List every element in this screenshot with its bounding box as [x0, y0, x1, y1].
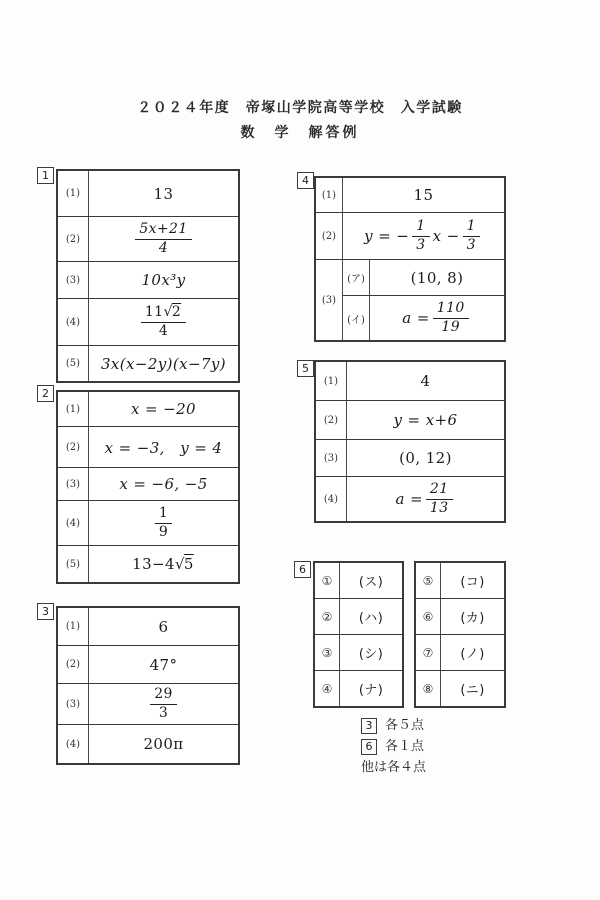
table-row [316, 400, 504, 439]
row-label: (2) [58, 217, 89, 261]
answer-cell: (コ) [460, 575, 485, 590]
table-row [58, 216, 238, 261]
table-row [316, 259, 504, 340]
section-label-2: 2 [37, 385, 54, 402]
table-row [58, 545, 238, 582]
answer-cell: (ノ) [460, 647, 485, 662]
row-label: (3) [58, 468, 89, 500]
page-title: ２０２４年度 帝塚山学院高等学校 入学試験 [137, 100, 463, 116]
row-label: (1) [58, 171, 89, 216]
row-label: ② [315, 599, 340, 634]
table-row [315, 634, 402, 670]
table-row [58, 345, 238, 381]
table-row [58, 261, 238, 298]
table-row [315, 598, 402, 634]
section-label-4: 4 [297, 172, 314, 189]
answer-cell: $\frac{29}{3}$ [89, 684, 238, 724]
row-label: (4) [58, 501, 89, 545]
table-row [58, 392, 238, 426]
row-label: (4) [316, 477, 347, 521]
answer-cell: x = −6, −5 [119, 475, 208, 493]
table-row [316, 362, 504, 400]
answer-cell: (ナ) [358, 683, 384, 698]
table-row [316, 476, 504, 521]
table-row [416, 563, 504, 598]
table-row [58, 500, 238, 545]
scoring-notes [361, 716, 426, 779]
answer-table-4 [314, 176, 506, 342]
sqrt-sign: √ [163, 304, 173, 321]
section-label-1: 1 [37, 167, 54, 184]
table-row [58, 298, 238, 345]
answer-cell: y = − $\frac{1}{3}$ x − $\frac{1}{3}$ [343, 213, 504, 259]
row-label: (5) [58, 346, 89, 381]
row-label: (1) [316, 362, 347, 400]
section-label-5: 5 [297, 360, 314, 377]
answer-cell: 3x(x−2y)(x−7y) [100, 354, 227, 373]
answer-cell: (カ) [460, 611, 485, 626]
table-row [58, 426, 238, 467]
row-label: (2) [316, 213, 343, 259]
answer-cell: $\frac{11√2}{4}$ [89, 299, 238, 345]
row-label: (2) [316, 401, 347, 439]
subrow-label: (イ) [343, 296, 370, 340]
answer-cell: 4 [420, 372, 431, 390]
answer-cell: (シ) [358, 647, 384, 662]
row-label: ⑦ [416, 635, 441, 670]
row-label: (1) [58, 608, 89, 645]
row-label: ⑤ [416, 563, 441, 598]
answer-cell: 200π [143, 735, 184, 753]
answer-cell: (10, 8) [410, 268, 464, 287]
row-label: ① [315, 563, 340, 598]
answer-table-2 [56, 390, 240, 584]
table-row [315, 563, 402, 598]
sub-table [343, 260, 504, 340]
table-row [316, 439, 504, 476]
table-row [315, 670, 402, 706]
answer-cell: a = $\frac{21}{13}$ [347, 477, 504, 521]
answer-cell: (ハ) [358, 611, 384, 626]
answer-cell: a = $\frac{110}{19}$ [370, 296, 504, 340]
answer-table-6-left [313, 561, 404, 708]
answer-cell: y = x+6 [393, 411, 458, 429]
row-label: (4) [58, 725, 89, 763]
answer-cell: x = −20 [130, 400, 197, 418]
note-section-box: 3 [361, 718, 377, 734]
row-label: ④ [315, 671, 340, 706]
answer-cell: 13 [153, 184, 174, 203]
table-row [316, 212, 504, 259]
subrow-label: (ア) [343, 260, 370, 295]
table-row [58, 683, 238, 724]
note-text: 各１点 [385, 739, 425, 754]
answer-cell: 15 [413, 186, 434, 204]
answer-table-5 [314, 360, 506, 523]
section-label-6: 6 [294, 561, 311, 578]
answer-cell: $\frac{5x+21}{4}$ [89, 217, 238, 261]
table-row [58, 724, 238, 763]
answer-cell: x = −3, y = 4 [104, 438, 223, 457]
table-row [58, 171, 238, 216]
row-label: ③ [315, 635, 340, 670]
table-row [416, 670, 504, 706]
table-row [416, 634, 504, 670]
answer-cell: 10x³y [141, 271, 186, 289]
table-row [316, 178, 504, 212]
table-subrow [343, 260, 504, 295]
answer-cell: 47° [149, 655, 178, 674]
table-row [416, 598, 504, 634]
scoring-note [361, 758, 426, 777]
note-text: 各５点 [385, 718, 425, 733]
answer-table-6-right [414, 561, 506, 708]
answer-cell: (ニ) [460, 683, 485, 698]
section-label-3: 3 [37, 603, 54, 620]
row-label: (1) [58, 392, 89, 426]
note-text: 他は各４点 [361, 760, 427, 775]
answer-cell: (0, 12) [399, 449, 452, 467]
table-row [58, 608, 238, 645]
answer-cell: 6 [158, 617, 169, 636]
row-label: (3) [58, 262, 89, 298]
row-label: (3) [316, 440, 347, 476]
row-label: (5) [58, 546, 89, 582]
row-label: ⑧ [416, 671, 441, 706]
row-label: (4) [58, 299, 89, 345]
sqrt-sign: √ [174, 555, 185, 573]
page-subtitle: 数 学 解答例 [240, 125, 360, 141]
row-label: (2) [58, 646, 89, 683]
answer-cell: (ス) [358, 575, 384, 590]
row-label: ⑥ [416, 599, 441, 634]
row-label: (3) [58, 684, 89, 724]
answer-table-1 [56, 169, 240, 383]
row-label: (1) [316, 178, 343, 212]
note-section-box: 6 [361, 739, 377, 755]
scoring-note [361, 737, 426, 756]
table-row [58, 467, 238, 500]
row-label: (3) [316, 260, 343, 340]
table-subrow [343, 295, 504, 340]
answer-cell: 13−4√5 [132, 555, 194, 573]
answer-table-3 [56, 606, 240, 765]
row-label: (2) [58, 427, 89, 467]
scoring-note [361, 716, 426, 735]
table-row [58, 645, 238, 683]
answer-cell: $\frac{1}{9}$ [89, 501, 238, 545]
